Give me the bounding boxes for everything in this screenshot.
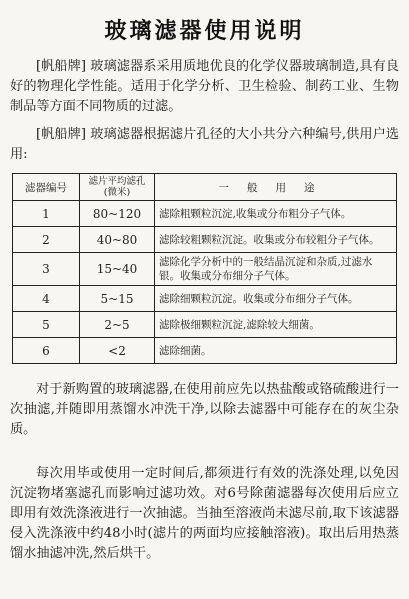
body-paragraph-2: 每次用毕或使用一定时间后,都须进行有效的洗涤处理,以免因沉淀物堵塞滤孔而影响过滤功效。对6号除菌滤器每次使用后应立即用有效洗涤液进行一次抽滤。当抽至溶液尚未滤尽前,取下该滤器侵入洗涤液中约48小时(滤片的两面均应接触溶液)。取出后用热蒸馏水抽滤冲洗,然后烘干。 xyxy=(10,466,399,561)
cell-number: 2 xyxy=(13,227,80,253)
cell-use: 滤除较粗颗粒沉淀。收集或分布较粗分子气体。 xyxy=(155,227,397,253)
cell-pore: 2~5 xyxy=(80,312,155,338)
table-row xyxy=(13,201,397,227)
intro-paragraph-2: [帆船牌] 玻璃滤器根据滤片孔径的大小共分六种编号,供用户选用: xyxy=(10,127,399,162)
body-paragraph-1: 对于新购置的玻璃滤器,在使用前应先以热盐酸或铬硫酸进行一次抽滤,并随即用蒸馏水冲洗干净,以除去滤器中可能存在的灰尘杂质。 xyxy=(10,382,399,437)
cell-use: 滤除粗颗粒沉淀,收集或分布粗分子气体。 xyxy=(155,201,397,227)
table-row xyxy=(13,286,397,312)
cell-use: 滤除细菌。 xyxy=(155,338,397,364)
cell-use: 滤除化学分析中的一般结晶沉淀和杂质,过滤水银。收集或分布细分子气体。 xyxy=(155,253,397,286)
table-row xyxy=(13,338,397,364)
table-row xyxy=(13,253,397,286)
cell-number: 4 xyxy=(13,286,80,312)
filter-spec-table xyxy=(12,173,397,364)
cell-pore: 15~40 xyxy=(80,253,155,286)
cell-number: 3 xyxy=(13,253,80,286)
cell-use: 滤除细颗粒沉淀。收集或分布细分子气体。 xyxy=(155,286,397,312)
cell-pore: <2 xyxy=(80,338,155,364)
table-row xyxy=(13,227,397,253)
cell-number: 6 xyxy=(13,338,80,364)
cell-number: 1 xyxy=(13,201,80,227)
cell-pore: 80~120 xyxy=(80,201,155,227)
cell-number: 5 xyxy=(13,312,80,338)
cell-pore: 5~15 xyxy=(80,286,155,312)
header-filter-number: 滤器编号 xyxy=(13,174,80,201)
document-title: 玻璃滤器使用说明 xyxy=(104,18,305,44)
header-pore-size: 滤片平均滤孔 (微米) xyxy=(80,174,155,201)
header-general-use: 一般用途 xyxy=(155,174,397,201)
intro-paragraph-1: [帆船牌] 玻璃滤器系采用质地优良的化学仪器玻璃制造,具有良好的物理化学性能。适用于化学分析、卫生检验、制药工业、生物制品等方面不同物质的过滤。 xyxy=(10,59,399,114)
cell-pore: 40~80 xyxy=(80,227,155,253)
cell-use: 滤除极细颗粒沉淀,滤除较大细菌。 xyxy=(155,312,397,338)
table-row xyxy=(13,312,397,338)
